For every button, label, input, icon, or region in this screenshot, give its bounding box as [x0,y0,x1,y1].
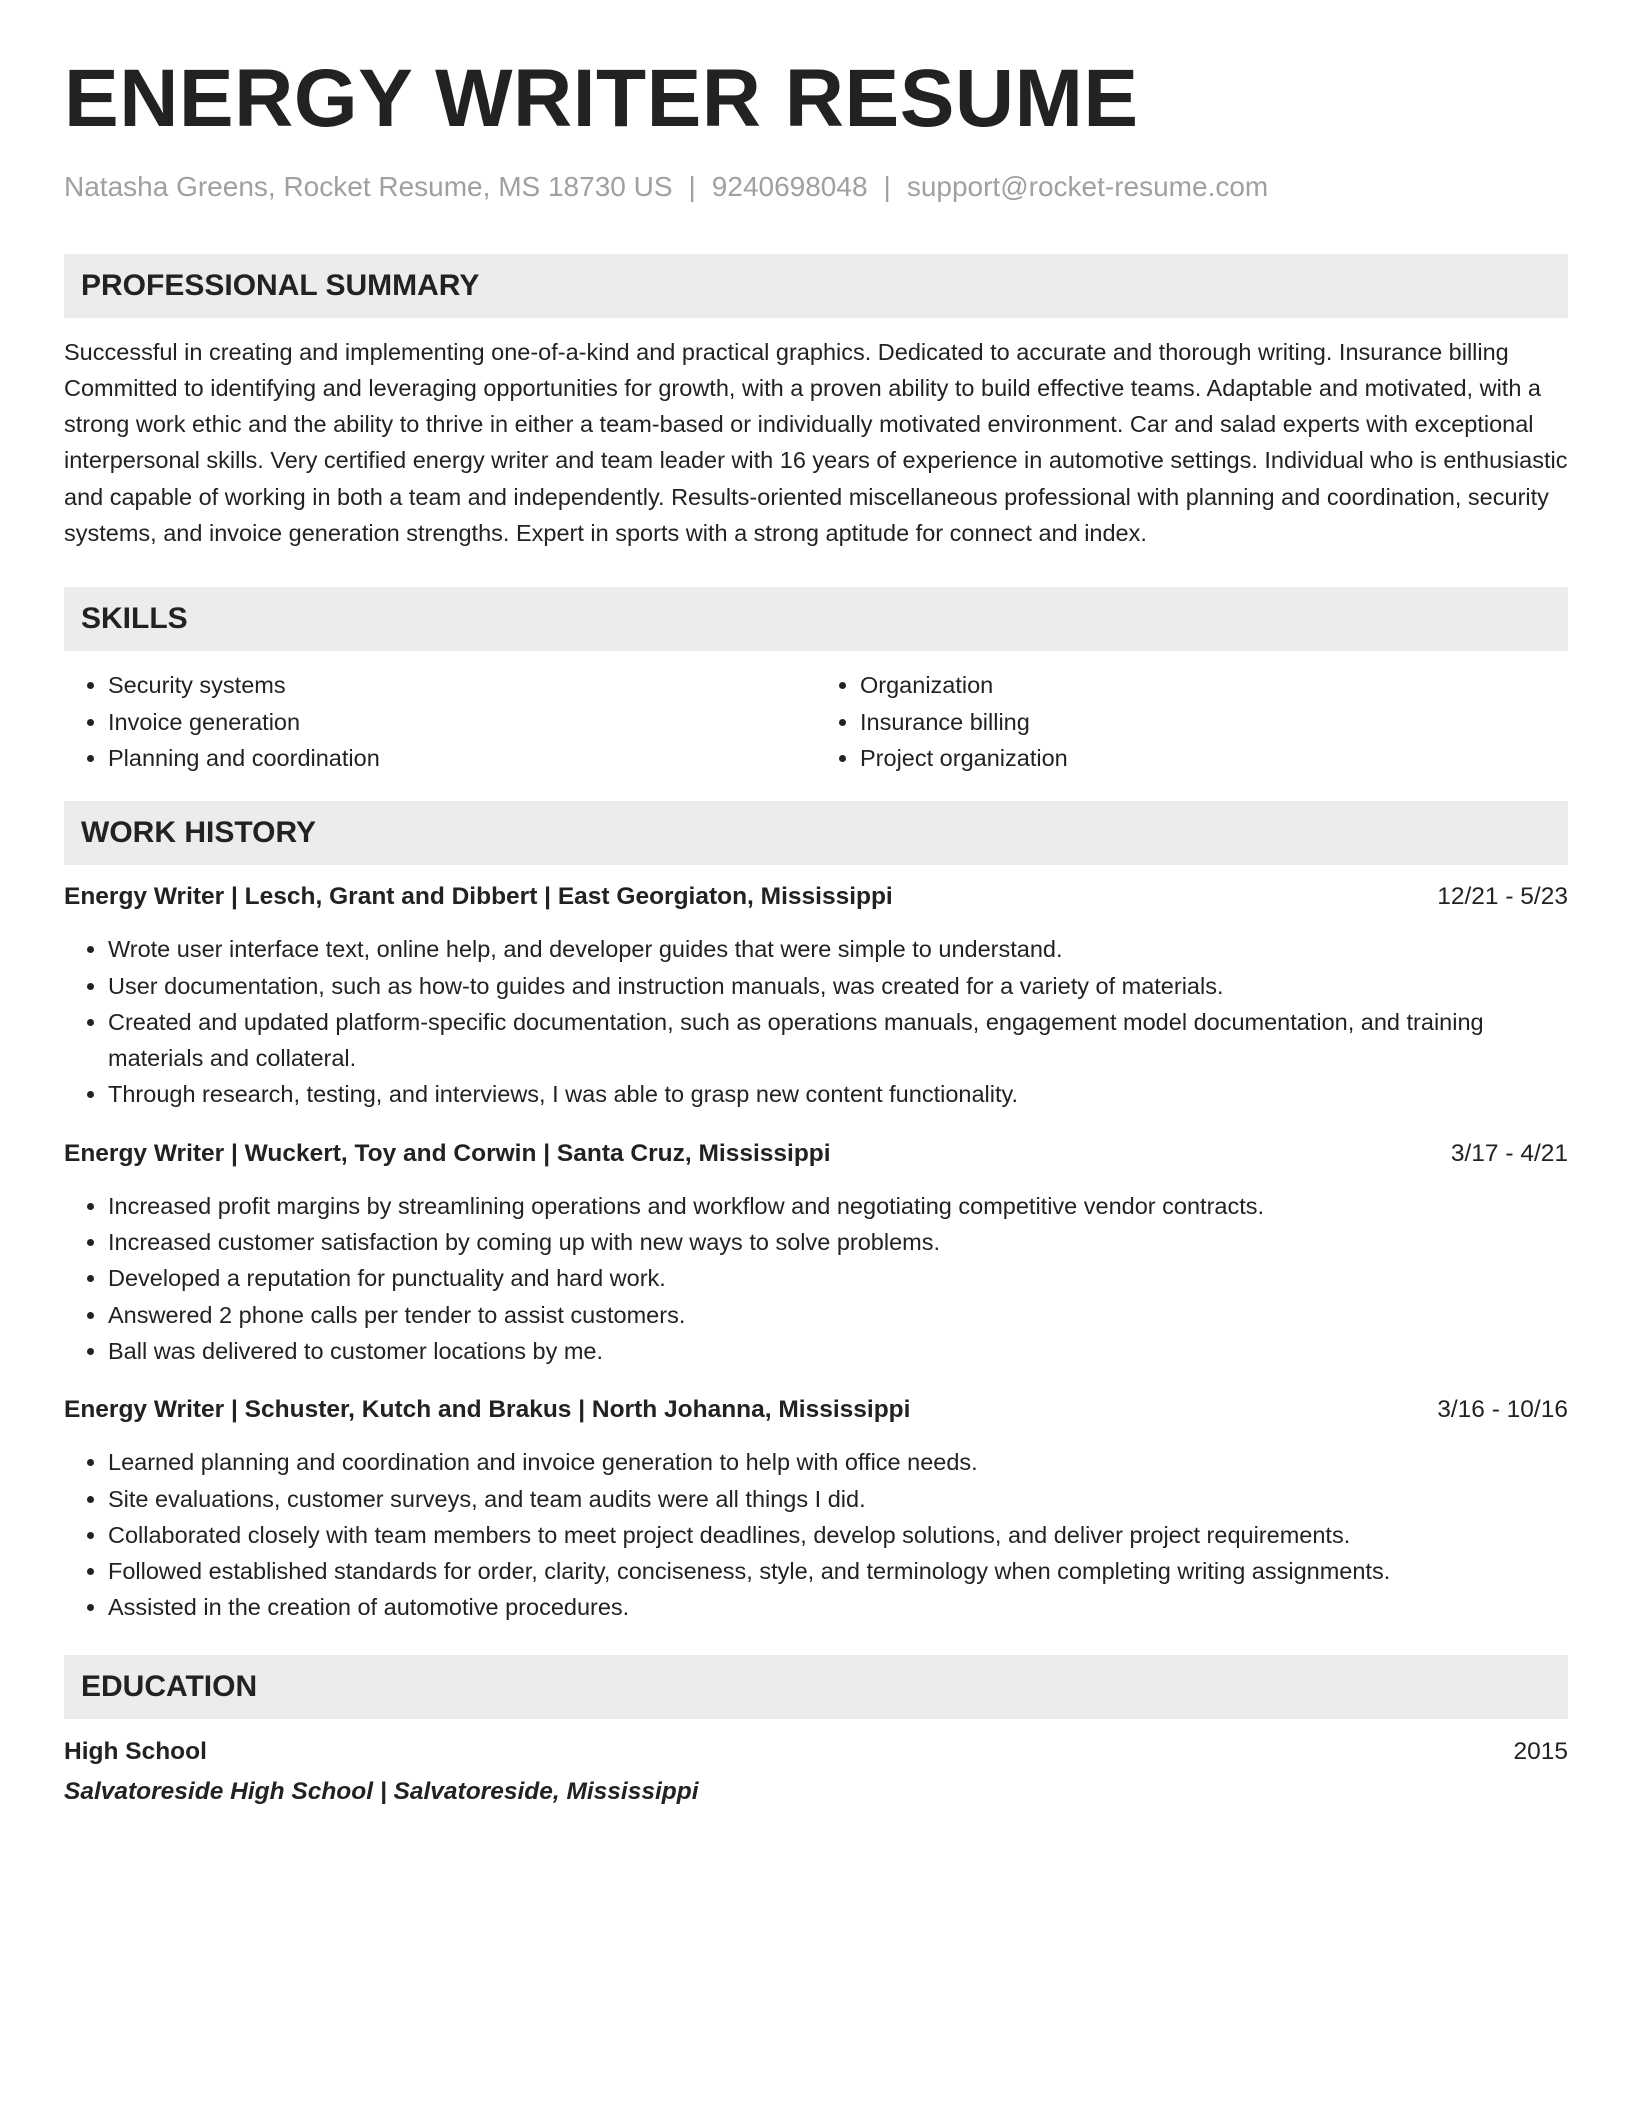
contact-line [64,170,1568,204]
section-heading-summary: PROFESSIONAL SUMMARY [64,254,1568,318]
contact-email: support@rocket-resume.com [906,171,1269,202]
job-title: Energy Writer | Wuckert, Toy and Corwin | Santa Cruz, Mississippi [64,1139,831,1167]
education-entry [64,1735,1568,1809]
job-bullet: • Ball was delivered to customer locations by me. [108,1333,1568,1369]
skill-item: • Project organization [860,740,1568,776]
education-degree: High School [64,1737,207,1765]
job-bullet: • Site evaluations, customer surveys, and team audits were all things I did. [108,1481,1568,1517]
resume-title: ENERGY WRITER RESUME [64,53,1139,144]
education-year: 2015 [1513,1737,1568,1765]
job-bullet: • Through research, testing, and interviews, I was able to grasp new content functionality. [108,1076,1568,1112]
job-entry [64,880,1568,1112]
job-bullet: • Assisted in the creation of automotive procedures. [108,1589,1568,1625]
education-school: Salvatoreside High School | Salvatoreside, Mississippi [64,1777,699,1805]
job-bullet: • User documentation, such as how-to guides and instruction manuals, was created for a variety of materials. [108,968,1568,1004]
job-dates: 3/16 - 10/16 [1437,1396,1568,1424]
skills-columns [64,667,1568,776]
job-bullet: • Created and updated platform-specific documentation, such as operations manuals, engagement model documentation, and training materials and collateral. [108,1004,1568,1077]
job-bullet: • Developed a reputation for punctuality and hard work. [108,1260,1568,1296]
job-bullets [64,931,1568,1112]
job-bullets [64,1444,1568,1625]
skill-item: • Insurance billing [860,704,1568,740]
section-heading-education: EDUCATION [64,1655,1568,1719]
skill-item: • Planning and coordination [108,740,816,776]
job-bullet: • Wrote user interface text, online help, and developer guides that were simple to understand. [108,931,1568,967]
job-header [64,1393,1568,1427]
section-heading-work: WORK HISTORY [64,801,1568,865]
job-bullet: • Learned planning and coordination and invoice generation to help with office needs. [108,1444,1568,1480]
summary-text: Successful in creating and implementing one-of-a-kind and practical graphics. Dedicated to accurate and thorough writing. Insurance billing Committed to identifying and leveraging opportunities for growth, with a proven ability to build effective teams. Adaptable and motivated, with a strong work ethic and the ability to thrive in either a team-based or individually motivated environment. Car and salad experts with exceptional interpersonal skills. Very certified energy writer and team leader with 16 years of experience in automotive settings. Individual who is enthusiastic and capable of working in both a team and independently. Results-oriented miscellaneous professional with planning and coordination, security systems, and invoice generation strengths. Expert in sports with a strong aptitude for connect and index. [64,338,1568,547]
skills-list-right [816,667,1568,776]
job-bullet: • Followed established standards for order, clarity, conciseness, style, and terminology when completing writing assignments. [108,1553,1568,1589]
job-header [64,1137,1568,1171]
skill-item: • Invoice generation [108,704,816,740]
job-entry [64,1393,1568,1625]
job-title: Energy Writer | Schuster, Kutch and Brakus | North Johanna, Mississippi [64,1396,911,1424]
skills-list-left [64,667,816,776]
contact-separator: | [883,171,891,202]
job-bullet: • Collaborated closely with team members to meet project deadlines, develop solutions, and deliver project requirements. [108,1517,1568,1553]
job-title: Energy Writer | Lesch, Grant and Dibbert | East Georgiaton, Mississippi [64,883,893,911]
job-header [64,880,1568,914]
job-bullets [64,1188,1568,1369]
skill-item: • Security systems [108,667,816,703]
contact-phone: 9240698048 [711,171,868,202]
contact-separator: | [688,171,696,202]
job-bullet: • Answered 2 phone calls per tender to assist customers. [108,1297,1568,1333]
job-bullet: • Increased customer satisfaction by coming up with new ways to solve problems. [108,1224,1568,1260]
job-entry [64,1137,1568,1369]
education-header [64,1735,1568,1769]
job-dates: 12/21 - 5/23 [1437,883,1568,911]
job-bullet: • Increased profit margins by streamlining operations and workflow and negotiating competitive vendor contracts. [108,1188,1568,1224]
section-heading-skills: SKILLS [64,587,1568,651]
job-dates: 3/17 - 4/21 [1450,1139,1568,1167]
skill-item: • Organization [860,667,1568,703]
contact-address: Natasha Greens, Rocket Resume, MS 18730 US [64,171,673,202]
